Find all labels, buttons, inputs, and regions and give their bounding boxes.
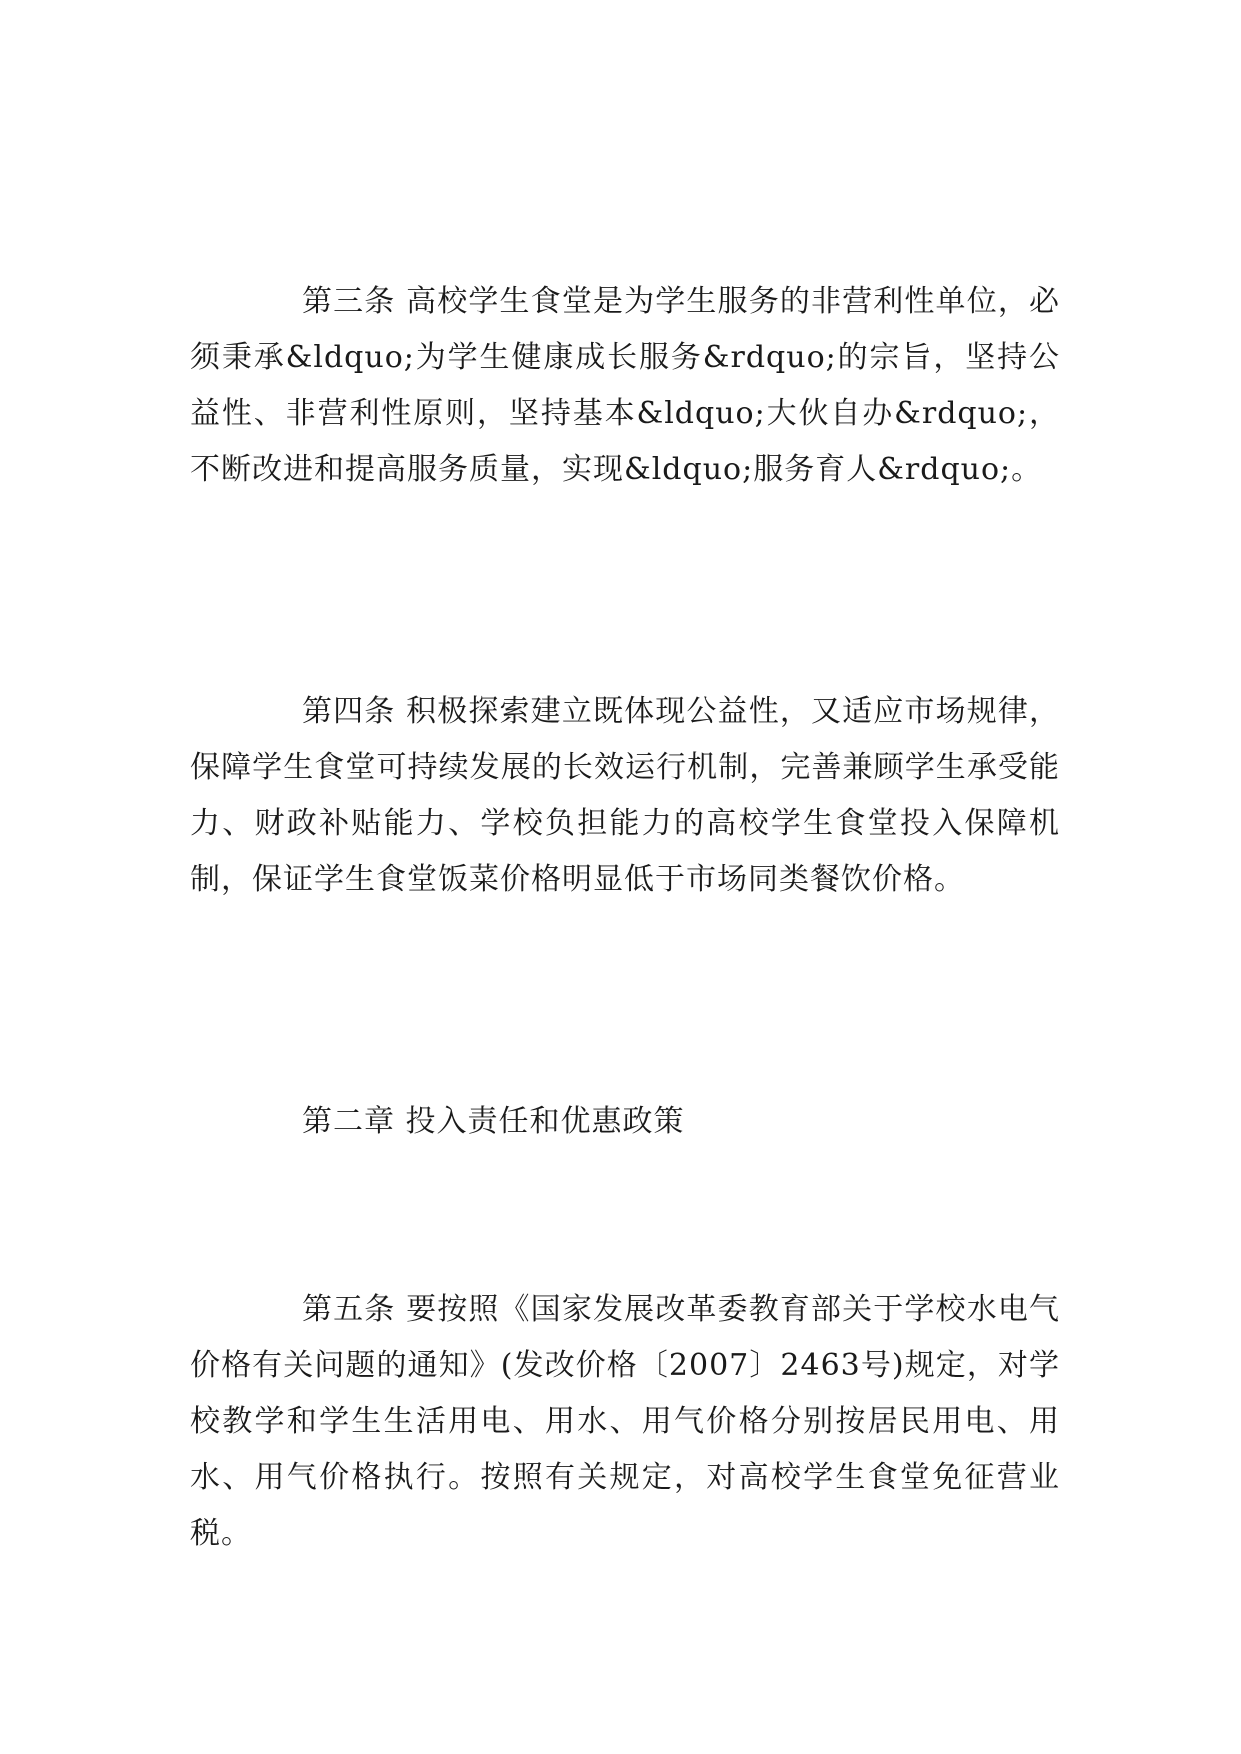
article-3-paragraph: 第三条 高校学生食堂是为学生服务的非营利性单位，必须秉承&ldquo;为学生健康成长服务&rdquo;的宗旨，坚持公益性、非营利性原则，坚持基本&ldquo;大伙自办&rdquo;，不断改进和提高服务质量，实现&ldquo;服务育人&rdquo;。 [190,284,1060,487]
article-4-paragraph: 第四条 积极探索建立既体现公益性，又适应市场规律，保障学生食堂可持续发展的长效运行机制，完善兼顾学生承受能力、财政补贴能力、学校负担能力的高校学生食堂投入保障机制，保证学生食堂饭菜价格明显低于市场同类餐饮价格。 [190,694,1060,897]
chapter-2-heading: 第二章 投入责任和优惠政策 [302,1104,685,1139]
article-5-paragraph: 第五条 要按照《国家发展改革委教育部关于学校水电气价格有关问题的通知》(发改价格〔2007〕2463号)规定，对学校教学和学生生活用电、用水、用气价格分别按居民用电、用水、用气价格执行。按照有关规定，对高校学生食堂免征营业税。 [190,1292,1060,1551]
